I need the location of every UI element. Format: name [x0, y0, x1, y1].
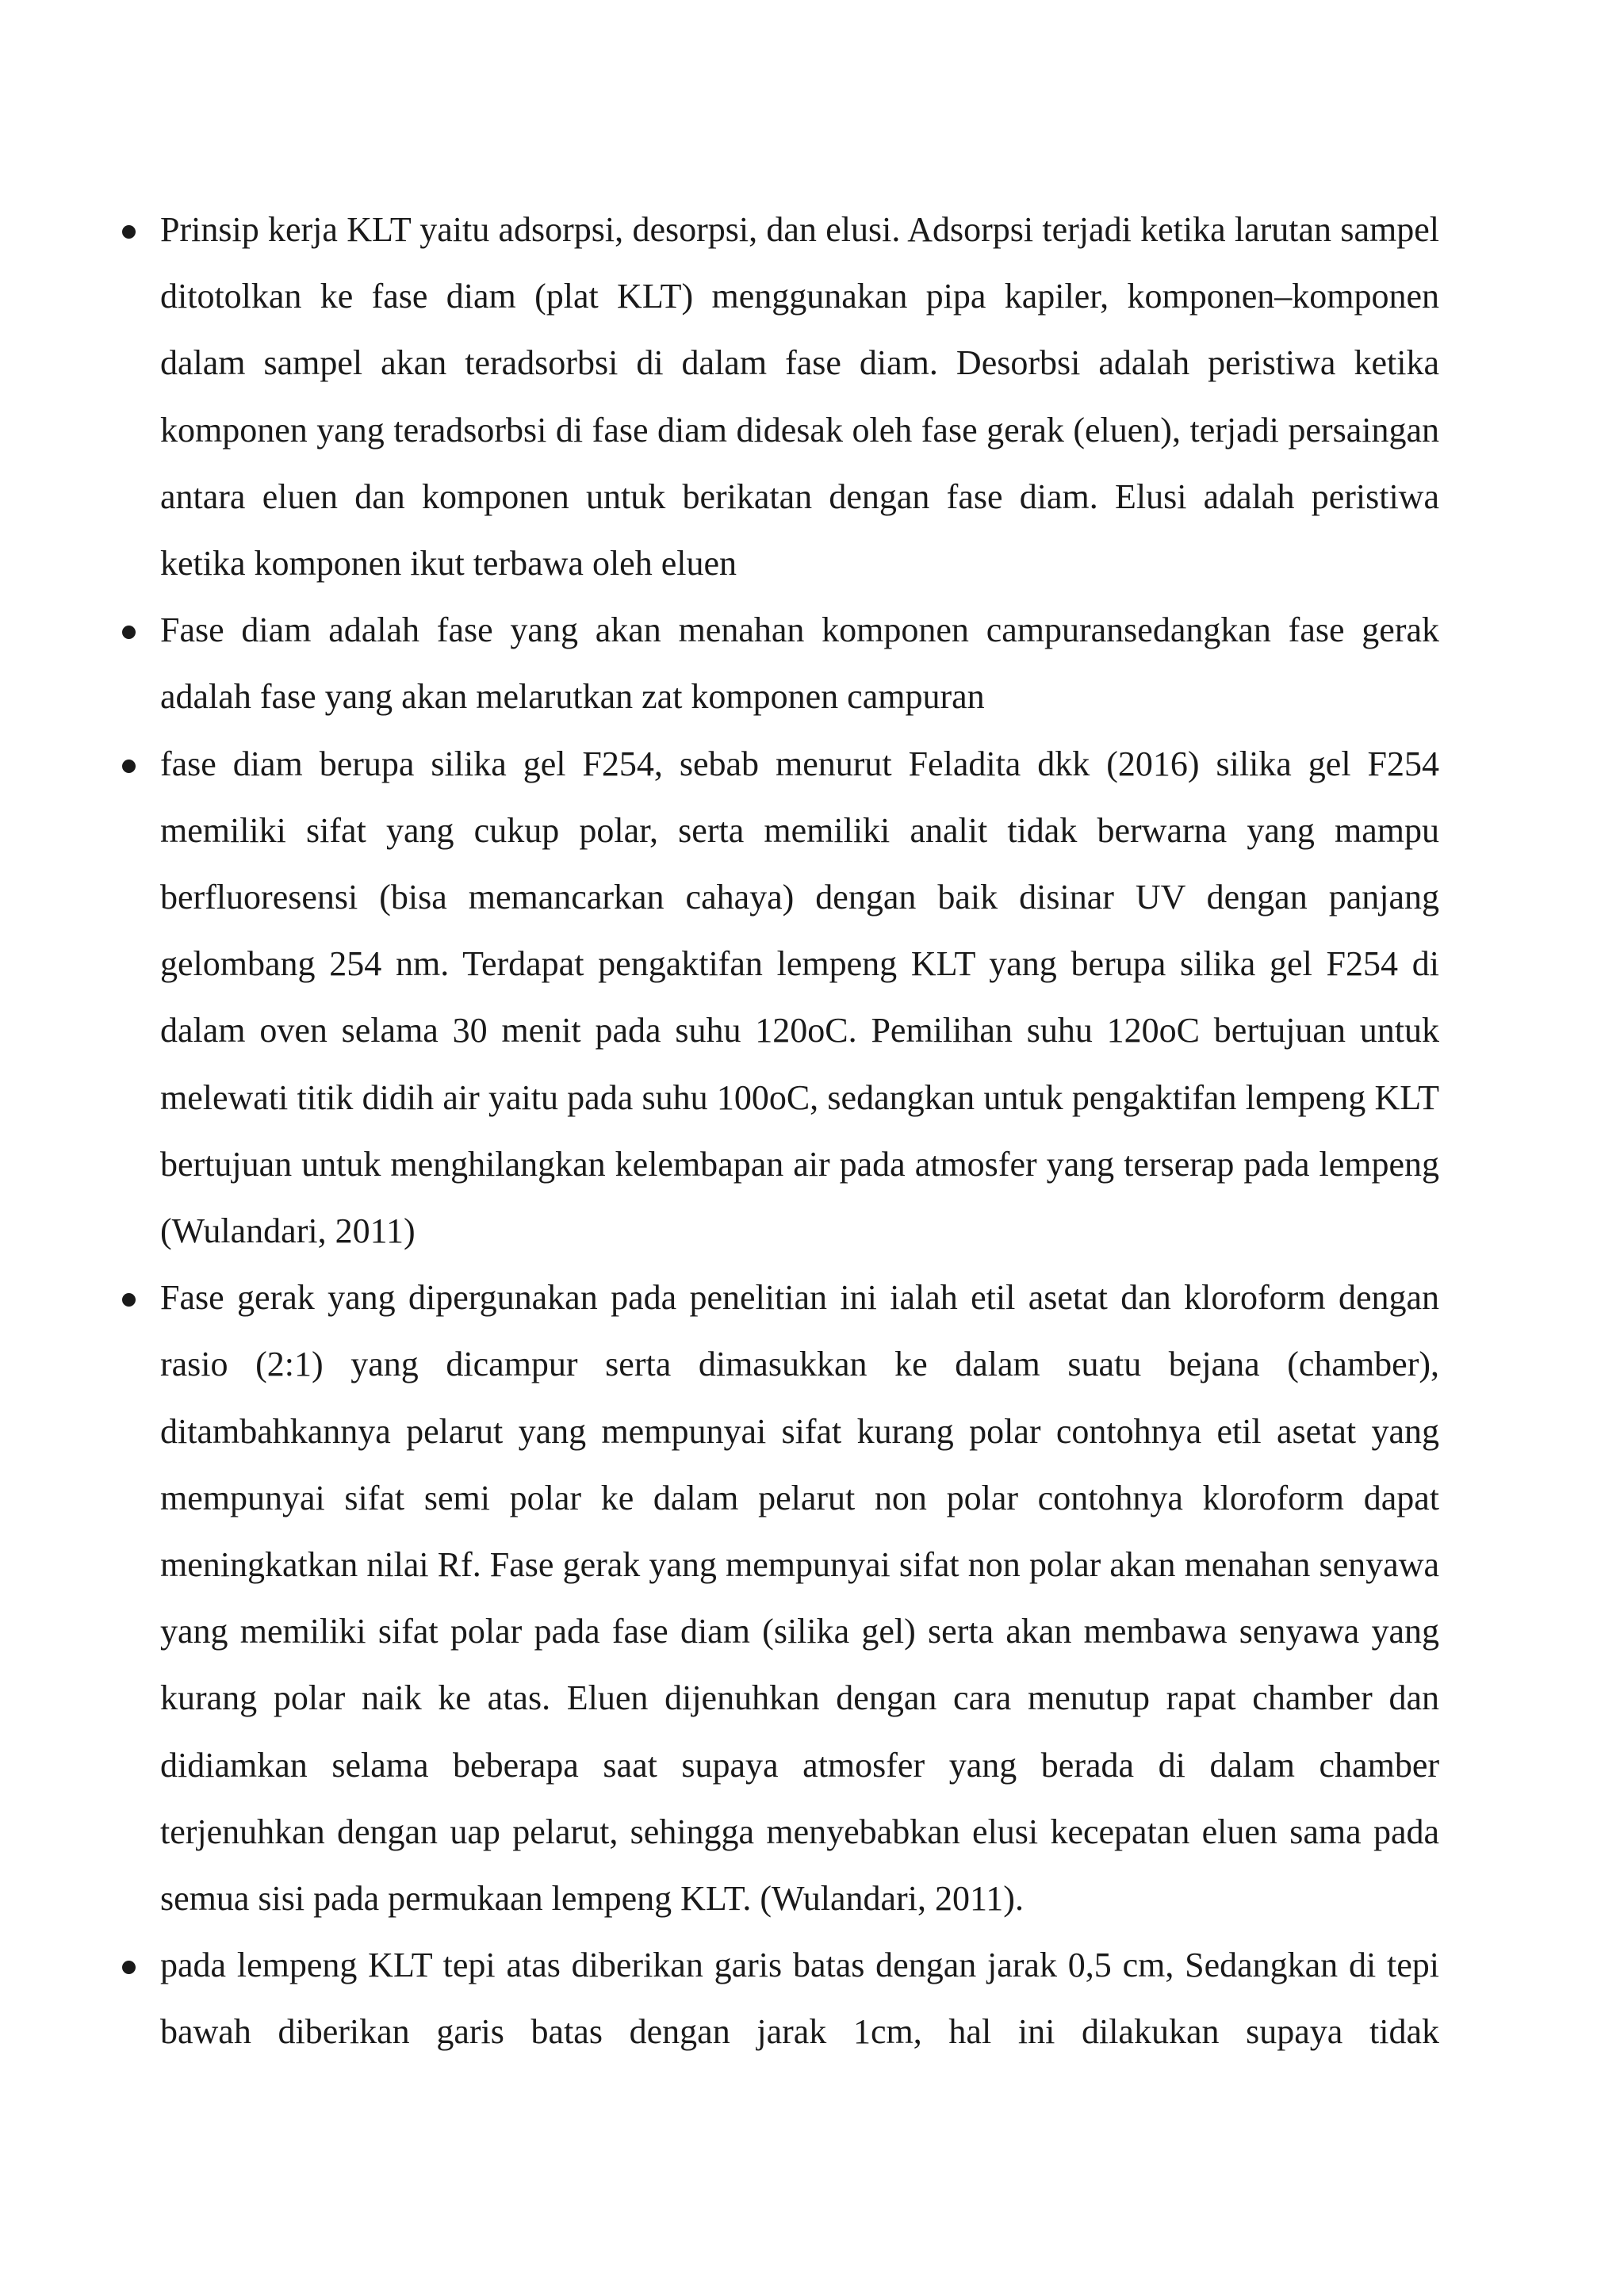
bullet-icon — [122, 1293, 136, 1307]
bullet-item-silika-gel — [119, 731, 1439, 1265]
bullet-item-garis-batas — [119, 1932, 1439, 2065]
bullet-item-prinsip-kerja — [119, 197, 1439, 597]
bullet-text: Fase gerak yang dipergunakan pada penelitian ini ialah etil asetat dan kloroform dengan rasio (2:1) yang dicampur serta dimasukkan ke dalam suatu bejana (chamber), ditambahkannya pelarut yang mempunyai sifat kurang polar contohnya etil asetat yang mempunyai sifat semi polar ke dalam pelarut non polar contohnya kloroform dapat meningkatkan nilai Rf. Fase gerak yang mempunyai sifat non polar akan menahan senyawa yang memiliki sifat polar pada fase diam (silika gel) serta akan membawa senyawa yang kurang polar naik ke atas. Eluen dijenuhkan dengan cara menutup rapat chamber dan didiamkan selama beberapa saat supaya atmosfer yang berada di dalam chamber terjenuhkan dengan uap pelarut, sehingga menyebabkan elusi kecepatan eluen sama pada semua sisi pada permukaan lempeng KLT. (Wulandari, 2011). — [160, 1278, 1439, 1919]
bullet-item-fase-gerak — [119, 1265, 1439, 1932]
bullet-icon — [122, 626, 136, 639]
bullet-text: fase diam berupa silika gel F254, sebab menurut Feladita dkk (2016) silika gel F254 memiliki sifat yang cukup polar, serta memiliki analit tidak berwarna yang mampu berfluoresensi (bisa memancarkan cahaya) dengan baik disinar UV dengan panjang gelombang 254 nm. Terdapat pengaktifan lempeng KLT yang berupa silika gel F254 di dalam oven selama 30 menit pada suhu 120oC. Pemilihan suhu 120oC bertujuan untuk melewati titik didih air yaitu pada suhu 100oC, sedangkan untuk pengaktifan lempeng KLT bertujuan untuk menghilangkan kelembapan air pada atmosfer yang terserap pada lempeng (Wulandari, 2011) — [160, 744, 1439, 1251]
bullet-text: pada lempeng KLT tepi atas diberikan garis batas dengan jarak 0,5 cm, Sedangkan di tepi bawah diberikan garis batas dengan jarak 1cm, hal ini dilakukan supaya tidak — [160, 1946, 1439, 2052]
bullet-item-fase-diam-definisi — [119, 597, 1439, 730]
bullet-icon — [122, 1961, 136, 1974]
bullet-list — [119, 197, 1439, 2066]
bullet-text: Prinsip kerja KLT yaitu adsorpsi, desorpsi, dan elusi. Adsorpsi terjadi ketika larutan sampel ditotolkan ke fase diam (plat KLT) menggunakan pipa kapiler, komponen–komponen dalam sampel akan teradsorbsi di dalam fase diam. Desorbsi adalah peristiwa ketika komponen yang teradsorbsi di fase diam didesak oleh fase gerak (eluen), terjadi persaingan antara eluen dan komponen untuk berikatan dengan fase diam. Elusi adalah peristiwa ketika komponen ikut terbawa oleh eluen — [160, 210, 1439, 584]
bullet-icon — [122, 225, 136, 239]
bullet-icon — [122, 760, 136, 773]
bullet-text: Fase diam adalah fase yang akan menahan komponen campuransedangkan fase gerak adalah fase yang akan melarutkan zat komponen campuran — [160, 610, 1439, 717]
